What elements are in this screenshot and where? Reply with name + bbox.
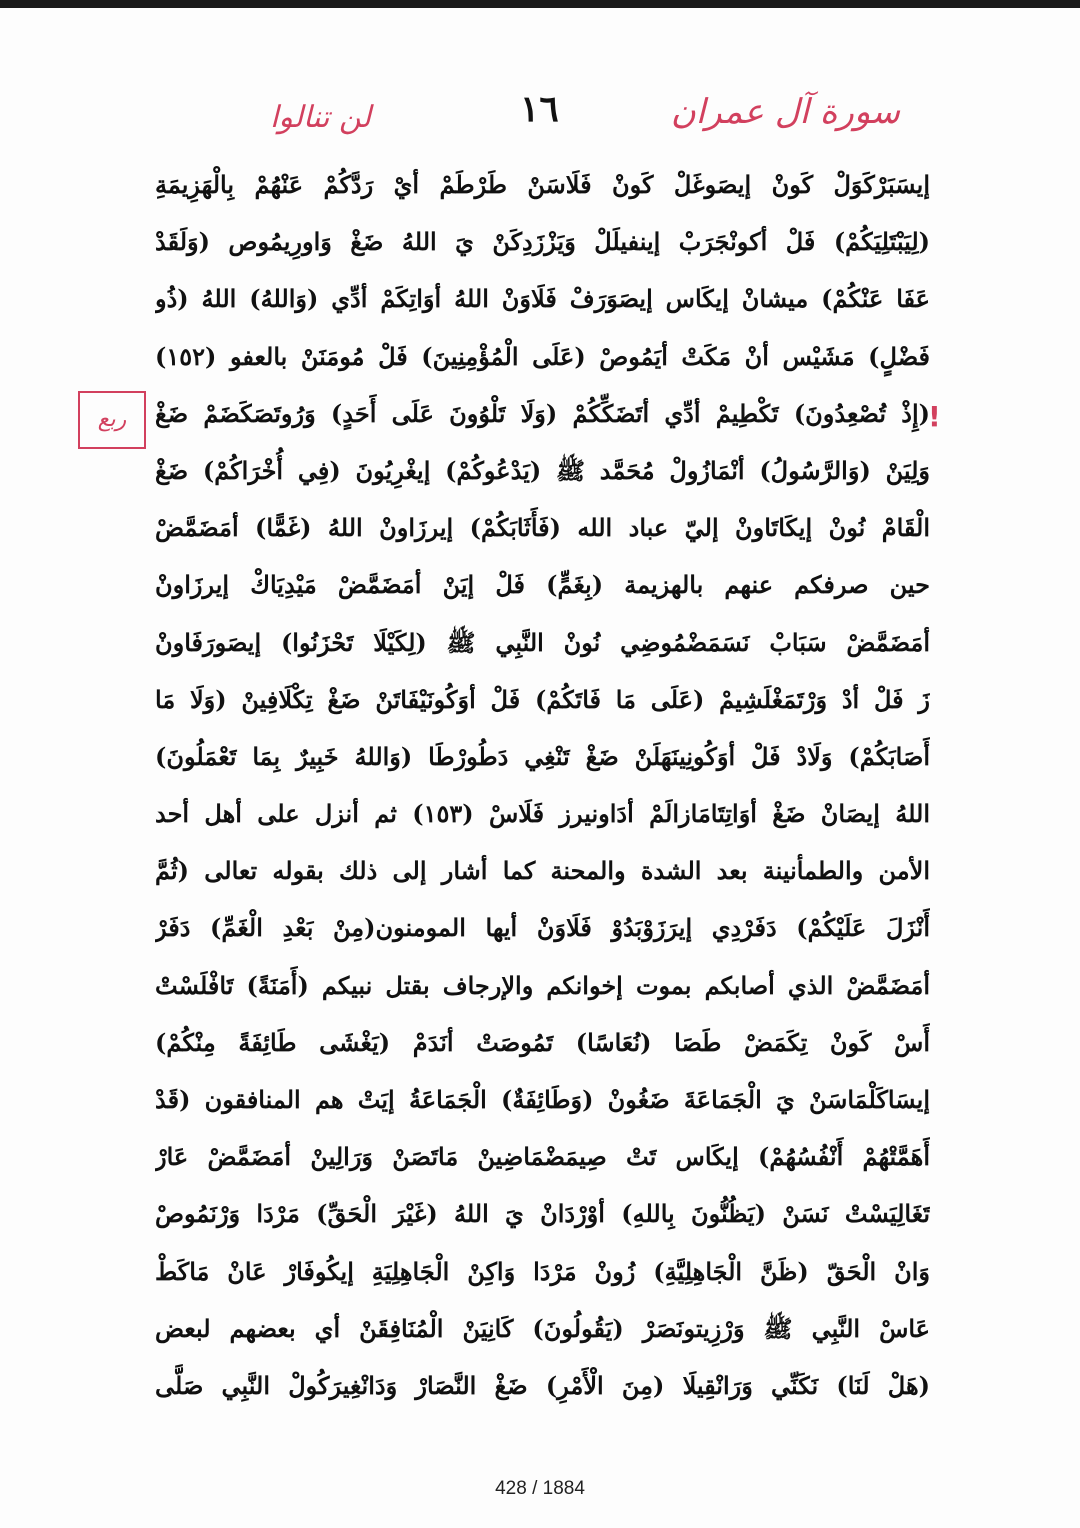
text-line: (لِيَبْتَلِيَكُمْ) فَلْ أكونْجَرَبْ إينفيلَلْ وَيَزْزَدِكَنْ يَ اللهُ ضَغْ وَاورِيمُوص (وَلَقَدْ: [155, 227, 930, 257]
text-line: الأمن والطمأنينة بعد الشدة والمحنة كما أشار إلى ذلك بقوله تعالى (ثُمَّ: [155, 856, 930, 886]
text-line: اللهُ إيصَانْ ضَغْ أوَاتِتَامَازالَمْ أدَاونيرز فَلَاسْ (١٥٣) ثم أنزل على أهل أحد: [155, 799, 930, 829]
margin-mark: !: [928, 400, 941, 433]
text-line: أمَضَمَّضْ سَبَابْ نَسَمَضْمُوضِي نُونْ النَّبِي ﷺ (لِكَيْلَا تَحْزَنُوا) إيصَورَفَاونْ: [155, 627, 930, 657]
text-line: الْقَامْ نُونْ إيكَاتَاونْ إليّ عباد الله (فَأَثَابَكُمْ) إيرزَاونْ اللهُ (غَمًّا) أمَضَمَّضْ: [155, 513, 930, 543]
text-line: أمَضَمَّضْ الذي أصابكم بموت إخوانكم والإرجاف بقتل نبيكم (أَمَنَةً) تَافْلَسْتْ: [155, 970, 930, 1000]
text-line: إيسَاكَلْمَاسَنْ يَ الْجَمَاعَةَ ضَغُونْ (وَطَائِفَةٌ) الْجَمَاعَةُ إيَتْ هم المنافقون (قَدْ: [155, 1085, 930, 1114]
text-line: وَلِيَنْ (وَالرَّسُولُ) أنْمَازُولْ مُحَمَّد ﷺ (يَدْعُوكُمْ) إيغْرِيُونَ (فِي أُخْرَاكُمْ) ضَغْ: [155, 455, 930, 485]
rub-margin-box: ربع: [78, 391, 146, 449]
scanned-page: [0, 8, 1080, 1528]
text-line: أَنْزَلَ عَلَيْكُمْ) دَفَرْدِي إيرَزَوْبَدُوْ فَلَاوَنْ أيها المومنون(مِنْ بَعْدِ الْغَمِّ) دَفَرْ: [155, 913, 930, 943]
text-line: وَانْ الْحَقّ (ظَنَّ الْجَاهِلِيَّةِ) زُونْ مَرْدَا وَاكِنْ الْجَاهِلِيَةِ إيكُوفَارْ عَانْ مَاكَطْ: [155, 1256, 930, 1286]
text-line: إيسَبَرْكَوَلْ كَونْ إيصَوغَلْ كَونْ فَلَاسَنْ طَرْطَمْ أيْ رَدَّكُمْ عَنْهُمْ بِالْهَزِيمَةِ: [155, 170, 930, 199]
text-line: أَهَمَّتْهُمْ أَنْفُسُهُمْ) إيكَاس تَتْ صِيمَضْمَاضِينْ مَاتَصَنْ وَرَالِينْ أمَضَمَّضْ عَارْ: [155, 1142, 930, 1172]
page-header: [150, 88, 940, 148]
text-line: عَفَا عَنْكُمْ) ميشانْ إيكَاس إيصَوَرَفْ فَلَاوَنْ اللهُ أوَاتِكَمْ أدِّي (وَاللهُ) اللهُ (ذُو: [155, 284, 930, 314]
text-line: تَغَالِيَسْتْ نَسَنْ (يَظُنُّونَ بِاللهِ) أوْرْدَانْ يَ اللهُ (غَيْرَ الْحَقِّ) مَرْدَا وَرْنَمُوصْ: [155, 1199, 930, 1229]
text-line: أَسْ كَونْ تِكَمَضْ طَصَا (نُعَاسًا) تَمُوصَتْ أنَدَمْ (يَغْشَى طَائِفَةً مِنْكُمْ): [155, 1027, 930, 1057]
text-line: (إِذْ تُصْعِدُونَ) تَكْطِيمْ أدِّي أتَضَكِّكُمْ (وَلَا تَلْوُونَ عَلَى أَحَدٍ) وَرُوتَصَكَضَمْ ضَغْ: [155, 398, 930, 428]
page-number: ١٦: [520, 88, 559, 130]
section-note: لن تنالوا: [270, 100, 372, 135]
top-border: [0, 0, 1080, 8]
text-line: حين صرفكم عنهم بالهزيمة (بِغَمٍّ) فَلْ إيَنْ أمَضَمَّضْ مَيْدِيَاكْ إيرزَاونْ: [155, 570, 930, 600]
text-line: (هَلْ لَنَا) نَكَنِّي وَرَانْقِيلَا (مِنَ الْأَمْرِ) ضَغْ النَّصَارْ وَدَانْغِيرَكُولْ النَّبِي صَلَّى: [155, 1370, 930, 1400]
text-line: أَصَابَكُمْ) وَلَادْ فَلْ أوَكُونِينَهَلَنْ ضَغْ تَنْغِي دَطُورْطَا (وَاللهُ خَبِيرٌ بِمَا تَعْمَلُونَ): [155, 741, 930, 771]
text-line: زَ فَلْ أدْ وَرْتَمَغْلَشِيمْ (عَلَى مَا فَاتَكُمْ) فَلْ أوَكُونَيْفَاتَنْ ضَغْ تِكْلَافِينْ (وَلَا مَا: [155, 684, 930, 714]
body-text: [155, 156, 930, 1414]
text-line: فَضْلٍ) مَشَيْس أنْ مَكَتْ أيَمُوصْ (عَلَى الْمُؤْمِنِينَ) فَلْ مُومَنَنْ بالعفو (١٥٢): [155, 341, 930, 371]
page-counter: 428 / 1884: [495, 1478, 585, 1499]
text-line: عَاسْ النَّبِي ﷺ وَرْزِيتونَصَرْ (يَقُولُونَ) كَانِيَنْ الْمُنَافِقَنْ أي بعضهم لبعض: [155, 1313, 930, 1343]
surah-name: سورة آل عمران: [670, 92, 900, 132]
